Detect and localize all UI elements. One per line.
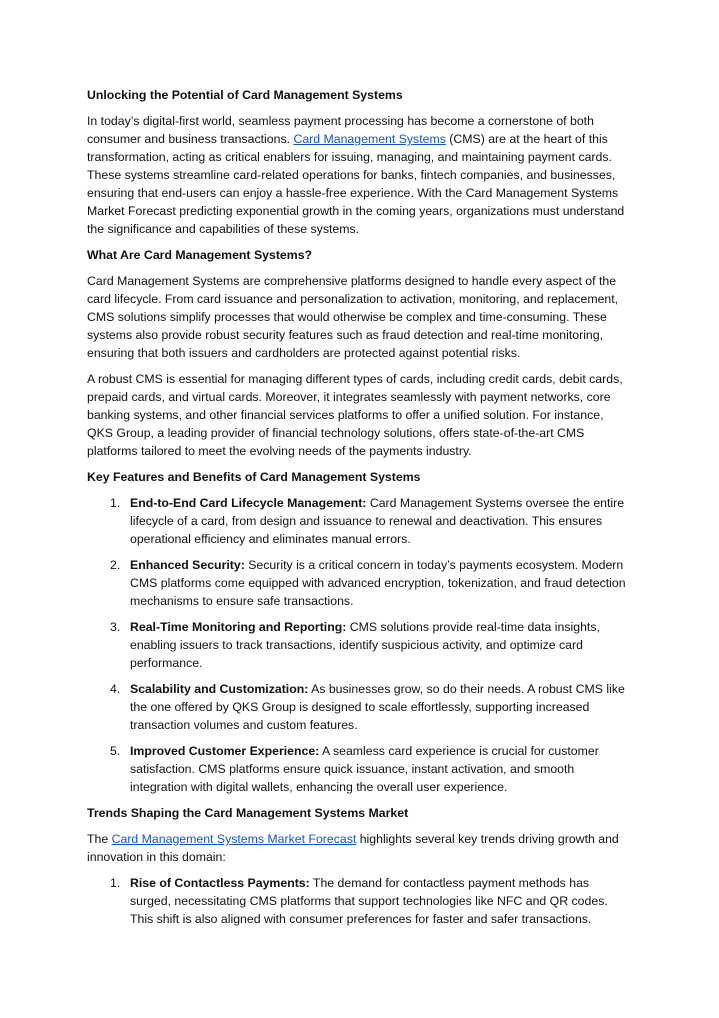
list-item-heading: End-to-End Card Lifecycle Management: <box>130 496 367 510</box>
list-item-text: The demand for contactless payment methods has surged, necessitating CMS platforms that support technologies like NFC and QR codes. This shift is also aligned with consumer preferences for faster and safer transactions. <box>130 876 608 926</box>
market-forecast-link[interactable]: Card Management Systems Market Forecast <box>111 832 357 846</box>
list-item-text: A seamless card experience is crucial for customer satisfaction. CMS platforms ensure quick issuance, instant activation, and smooth integration with digital wallets, enhancing the overall user experience. <box>130 744 599 794</box>
section-title-trends: Trends Shaping the Card Management Systems Market <box>87 806 409 820</box>
list-number: 1. <box>110 876 121 890</box>
card-management-systems-link[interactable]: Card Management Systems <box>293 132 446 146</box>
what-are-paragraph-1: Card Management Systems are comprehensive platforms designed to handle every aspect of the card lifecycle. From card issuance and personalization to activation, monitoring, and replacement, CMS solutions simplify processes that would otherwise be complex and time-consuming. These systems also provide robust security features such as fraud detection and real-time monitoring, ensuring that both issuers and cardholders are protected against potential risks. <box>87 274 619 360</box>
list-item <box>87 680 631 734</box>
trends-list <box>87 874 631 928</box>
list-item <box>87 494 631 548</box>
list-item-heading: Real-Time Monitoring and Reporting: <box>130 620 347 634</box>
list-number: 1. <box>110 496 121 510</box>
intro-text-before: In today’s digital-first world, seamless payment processing has become a cornerstone of both consumer and business transactions. <box>87 114 594 146</box>
list-item-text: CMS solutions provide real-time data insights, enabling issuers to track transactions, identify suspicious activity, and optimize card performance. <box>130 620 600 670</box>
trends-text-before: The <box>87 832 112 846</box>
list-item-heading: Scalability and Customization: <box>130 682 309 696</box>
list-number: 3. <box>110 620 121 634</box>
list-number: 2. <box>110 558 121 572</box>
list-number: 4. <box>110 682 121 696</box>
list-number: 5. <box>110 744 121 758</box>
trends-text-after: highlights several key trends driving growth and innovation in this domain: <box>87 832 619 864</box>
list-item-heading: Improved Customer Experience: <box>130 744 320 758</box>
intro-text-after: (CMS) are at the heart of this transformation, acting as critical enablers for issuing, managing, and maintaining payment cards. These systems streamline card-related operations for banks, fintech companies, and businesses, ensuring that end-users can enjoy a hassle-free experience. With the Card Management Systems Market Forecast predicting exponential growth in the coming years, organizations must understand the significance and capabilities of these systems. <box>87 132 625 236</box>
list-item-text: Security is a critical concern in today’s payments ecosystem. Modern CMS platforms come equipped with advanced encryption, tokenization, and fraud detection mechanisms to ensure safe transactions. <box>130 558 626 608</box>
what-are-paragraph-2: A robust CMS is essential for managing different types of cards, including credit cards, debit cards, prepaid cards, and virtual cards. Moreover, it integrates seamlessly with payment networks, core banking systems, and other financial services platforms to offer a unified solution. For instance, QKS Group, a leading provider of financial technology solutions, offers state-of-the-art CMS platforms tailored to meet the evolving needs of the payments industry. <box>87 372 623 458</box>
section-title-what-are: What Are Card Management Systems? <box>87 248 313 262</box>
list-item-heading: Rise of Contactless Payments: <box>130 876 310 890</box>
list-item <box>87 742 631 796</box>
key-features-list <box>87 494 631 796</box>
list-item-text: As businesses grow, so do their needs. A robust CMS like the one offered by QKS Group is designed to scale effortlessly, supporting increased transaction volumes and custom features. <box>130 682 625 732</box>
list-item <box>87 874 631 928</box>
section-title-unlocking: Unlocking the Potential of Card Management Systems <box>87 88 403 102</box>
list-item-heading: Enhanced Security: <box>130 558 245 572</box>
intro-paragraph <box>87 112 631 238</box>
trends-paragraph <box>87 830 631 866</box>
section-title-key-features: Key Features and Benefits of Card Management Systems <box>87 470 421 484</box>
list-item-text: Card Management Systems oversee the entire lifecycle of a card, from design and issuance to renewal and deactivation. This ensures operational efficiency and eliminates manual errors. <box>130 496 625 546</box>
list-item <box>87 618 631 672</box>
list-item <box>87 556 631 610</box>
